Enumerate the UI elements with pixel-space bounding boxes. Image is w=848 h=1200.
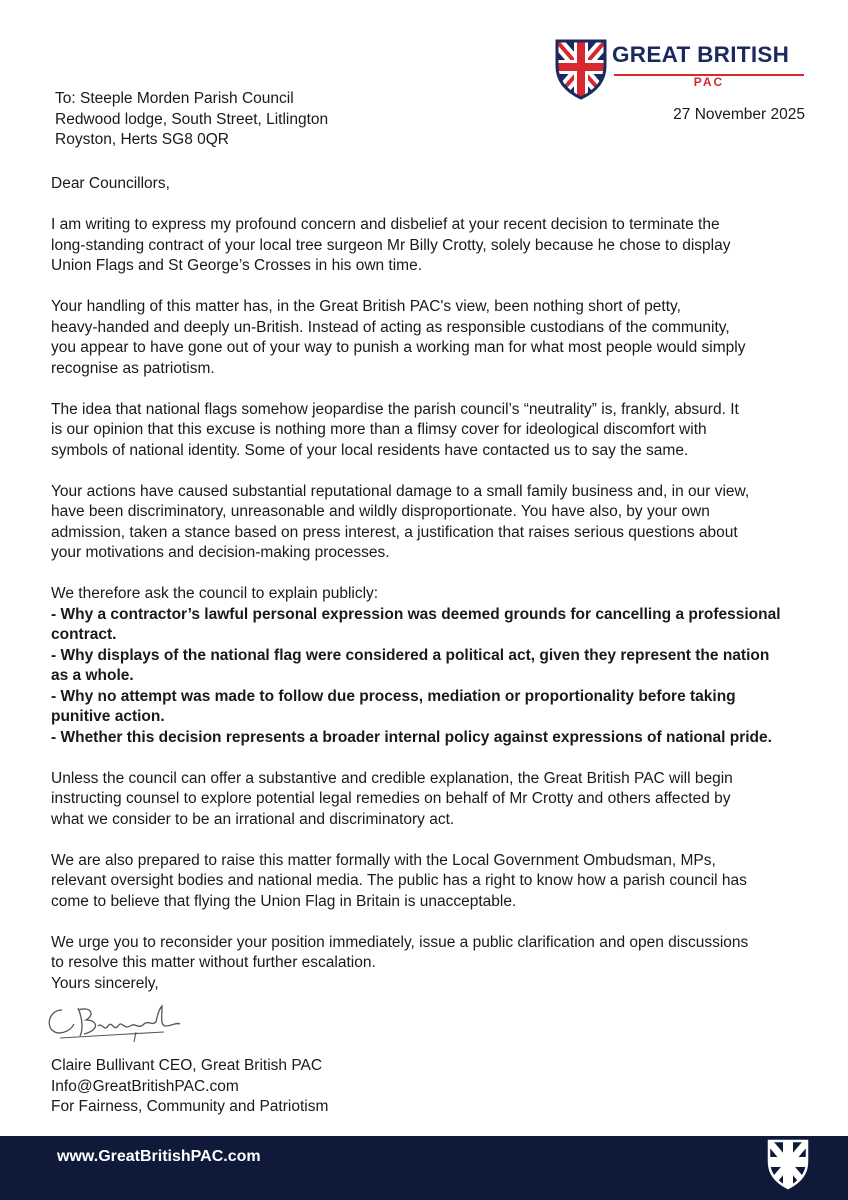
recipient-address xyxy=(55,89,555,151)
signer-name: Claire Bullivant CEO, Great British PAC xyxy=(51,1057,323,1074)
address-line: Redwood lodge, South Street, Litlington xyxy=(55,110,329,128)
union-flag-shield-icon xyxy=(554,38,608,100)
paragraph-line: relevant oversight bodies and national media. The public has a right to know how a parish council has xyxy=(51,872,747,889)
questions-intro: We therefore ask the council to explain publicly: xyxy=(51,585,379,602)
paragraph-line: your motivations and decision-making processes. xyxy=(51,544,390,561)
paragraph-line: to resolve this matter without further escalation. xyxy=(51,954,376,971)
website-link[interactable]: www.GreatBritishPAC.com xyxy=(57,1148,261,1165)
signer-email: Info@GreatBritishPAC.com xyxy=(51,1077,239,1095)
paragraph-line: instructing counsel to explore potential legal remedies on behalf of Mr Crotty and others affected by xyxy=(51,790,731,807)
paragraph-line: heavy-handed and deeply un-British. Instead of acting as responsible custodians of the community, xyxy=(51,318,730,336)
paragraph-line: have been discriminatory, unreasonable and wildly disproportionate. You have also, by your own xyxy=(51,503,710,520)
handwritten-signature xyxy=(40,1002,190,1050)
paragraph-line: admission, taken a stance based on press interest, a justification that raises serious questions about xyxy=(51,523,738,541)
paragraph-line: Unless the council can offer a substantive and credible explanation, the Great British PAC will begin xyxy=(51,769,733,787)
address-line: Royston, Herts SG8 0QR xyxy=(55,131,230,148)
paragraph xyxy=(51,933,811,995)
logo-title: GREAT BRITISH xyxy=(612,42,790,67)
question-item: contract. xyxy=(51,626,117,643)
organisation-tagline: For Fairness, Community and Patriotism xyxy=(51,1098,329,1115)
question-item: - Why displays of the national flag were considered a political act, given they represent the nation xyxy=(51,646,770,664)
paragraph-line: recognise as patriotism. xyxy=(51,359,215,377)
questions-list xyxy=(51,584,811,748)
question-item: - Why no attempt was made to follow due process, mediation or proportionality before taking xyxy=(51,687,736,705)
paragraph-line: I am writing to express my profound concern and disbelief at your recent decision to terminate the xyxy=(51,216,720,233)
paragraph-line: We urge you to reconsider your position immediately, issue a public clarification and open discussions xyxy=(51,933,749,951)
paragraph xyxy=(51,851,811,913)
signoff-block xyxy=(51,1056,551,1118)
salutation-text: Dear Councillors, xyxy=(51,175,170,192)
letter-date: 27 November 2025 xyxy=(673,106,805,123)
paragraph xyxy=(51,400,811,462)
paragraph-line: We are also prepared to raise this matter formally with the Local Government Ombudsman, MPs, xyxy=(51,851,716,869)
question-item: - Whether this decision represents a broader internal policy against expressions of national pride. xyxy=(51,728,772,746)
paragraph-line: Union Flags and St George’s Crosses in his own time. xyxy=(51,257,423,274)
address-line: To: Steeple Morden Parish Council xyxy=(55,90,294,107)
shield-icon xyxy=(766,1138,810,1190)
paragraph-line: The idea that national flags somehow jeopardise the parish council’s “neutrality” is, frankly, absurd. It xyxy=(51,400,739,418)
question-item: - Why a contractor’s lawful personal expression was deemed grounds for cancelling a professional xyxy=(51,605,781,623)
footer-bar xyxy=(0,1136,848,1200)
paragraph-line: you appear to have gone out of your way to punish a working man for what most people would simply xyxy=(51,339,746,356)
paragraph xyxy=(51,769,811,831)
paragraph-line: is our opinion that this excuse is nothing more than a flimsy cover for ideological discomfort with xyxy=(51,421,707,438)
logo xyxy=(554,38,814,100)
question-item: punitive action. xyxy=(51,708,165,725)
paragraph-line: symbols of national identity. Some of your local residents have contacted us to say the same. xyxy=(51,441,689,459)
paragraph xyxy=(51,297,811,379)
valediction: Yours sincerely, xyxy=(51,974,159,992)
logo-subtitle: PAC xyxy=(693,75,725,89)
paragraph-line: Your actions have caused substantial reputational damage to a small family business and, in our view, xyxy=(51,482,750,500)
paragraph-line: Your handling of this matter has, in the Great British PAC's view, been nothing short of petty, xyxy=(51,298,681,315)
salutation xyxy=(51,174,811,195)
paragraph-line: long-standing contract of your local tree surgeon Mr Billy Crotty, solely because he chose to display xyxy=(51,236,731,254)
paragraph xyxy=(51,215,811,277)
paragraph-line: what we consider to be an irrational and discriminatory act. xyxy=(51,810,455,828)
question-item: as a whole. xyxy=(51,667,134,684)
paragraph-line: come to believe that flying the Union Flag in Britain is unacceptable. xyxy=(51,892,517,910)
letter-body xyxy=(51,174,811,994)
paragraph xyxy=(51,482,811,564)
